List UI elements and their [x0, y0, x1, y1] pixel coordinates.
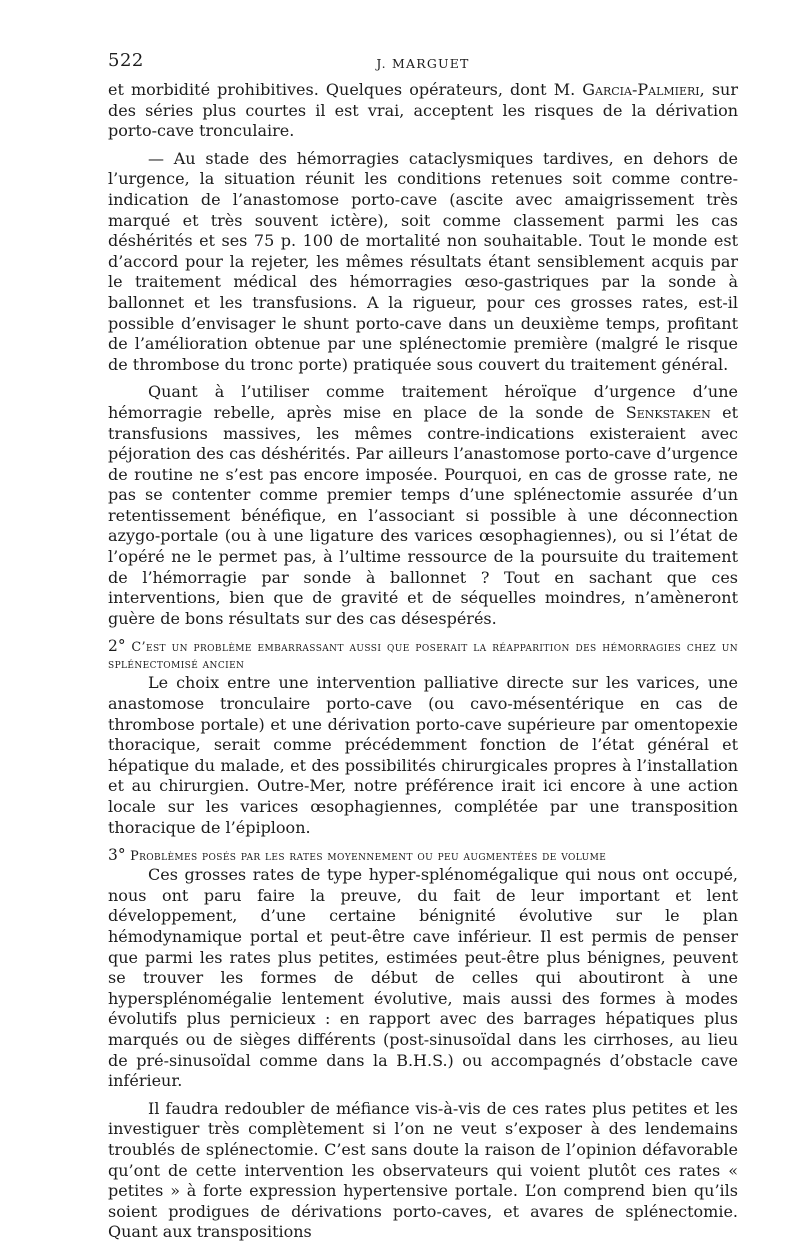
section-title-2: C’est un problème embarrassant aussi que poserait la réapparition des hémorragies chez un splénectomisé ancien — [108, 640, 739, 673]
page — [108, 50, 738, 1243]
paragraph-2: — Au stade des hémorragies cataclysmiques tardives, en dehors de l’urgence, la situation réunit les conditions retenues soit comme contre-indication de l’anastomose porto-cave (ascite avec amaigrissement très marqué et très souvent ictère), soit comme classement parmi les cas déshérités et ses 75 p. 100 de mortalité non souhaitable. Tout le monde est d’accord pour la rejeter, les mêmes résultats étant sensiblement acquis par le traitement médical des hémorragies œso-gastriques par la sonde à ballonnet et les transfusions. A la rigueur, pour ces grosses rates, est-il possible d’envisager le shunt porto-cave dans un deuxième temps, profitant de l’amélioration obtenue par une splénectomie première (malgré le risque de thrombose du tronc porte) pratiquée sous couvert du traitement général. — [108, 148, 738, 374]
paragraph-1 — [108, 80, 738, 142]
page-number: 522 — [108, 50, 144, 71]
paragraph-3-text-a: Quant à l’utiliser comme traitement héroïque d’urgence d’une hémorragie rebelle, après mise en place de la sonde de — [108, 382, 738, 422]
page-header — [108, 50, 738, 80]
paragraph-5: Ces grosses rates de type hyper-splénomégalique qui nous ont occupé, nous ont paru faire la preuve, du fait de leur important et lent développement, d’une certaine bénignité évolutive sur le plan hémodynamique portal et peut-être cave inférieur. Il est permis de penser que parmi les rates plus petites, estimées peut-être plus bénignes, peuvent se trouver les formes de début de celles qui aboutiront à une hypersplénomégalie lentement évolutive, mais aussi des formes à modes évolutifs plus pernicieux : en rapport avec des barrages hépatiques plus marqués ou de sièges différents (post-sinusoïdal dans les cirrhoses, au lieu de pré-sinusoïdal comme dans la B.H.S.) ou accompagnés d’obstacle cave inférieur. — [108, 865, 738, 1091]
paragraph-4: Le choix entre une intervention palliative directe sur les varices, une anastomose tronculaire porto-cave (ou cavo-mésentérique en cas de thrombose portale) et une dérivation porto-cave supérieure par omentopexie thoracique, serait comme précédemment fonction de l’état général et hépatique du malade, et des possibilités chirurgicales propres à l’installation et au chirurgien. Outre-Mer, notre préférence irait ici encore à une action locale sur les varices œsophagiennes, complétée par une transposition thoracique de l’épiploon. — [108, 673, 738, 837]
section-number-2: 2° — [108, 637, 126, 656]
running-head: J. MARGUET — [376, 56, 470, 71]
author-name-senkstaken: Senkstaken — [625, 402, 711, 422]
paragraph-1-text-a: et morbidité prohibitives. Quelques opérateurs, dont M. — [108, 80, 583, 99]
paragraph-3 — [108, 382, 738, 629]
section-heading-2 — [108, 638, 738, 673]
author-name-garcia-palmieri: Garcia-Palmieri — [582, 80, 700, 99]
paragraph-1-text-b: , sur des séries plus courtes il est vrai, acceptent les risques de la dérivation porto-cave tronculaire. — [108, 80, 738, 141]
paragraph-3-text-b: et transfusions massives, les mêmes contre-indications existeraient avec péjoration des cas déshérités. Par ailleurs l’anastomose porto-cave d’urgence de routine ne s’est pas encore imposée. Pourquoi, en cas de grosse rate, ne pas se contenter comme premier temps d’une splénectomie assurée d’un retentissement bénéfique, en l’associant si possible à une déconnection azygo-portale (ou à une ligature des varices œsophagiennes), ou si l’état de l’opéré ne le permet pas, à l’ultime ressource de la poursuite du traitement de l’hémorragie par sonde à ballonnet ? Tout en sachant que ces interventions, bien que de gravité et de séquelles moindres, n’amèneront guère de bons résultats sur des cas désespérés. — [108, 402, 738, 628]
section-title-3: Problèmes posés par les rates moyennement ou peu augmentées de volume — [130, 849, 607, 865]
section-heading-3 — [108, 847, 738, 865]
paragraph-6: Il faudra redoubler de méfiance vis-à-vis de ces rates plus petites et les investiguer très complètement si l’on ne veut s’exposer à des lendemains troublés de splénectomie. C’est sans doute la raison de l’opinion défavorable qu’ont de cette intervention les observateurs qui voient plutôt ces rates « petites » à forte expression hypertensive portale. L’on comprend bien qu’ils soient prodigues de dérivations porto-caves, et avares de splénectomie. Quant aux transpositions — [108, 1098, 738, 1242]
section-number-3: 3° — [108, 846, 126, 865]
